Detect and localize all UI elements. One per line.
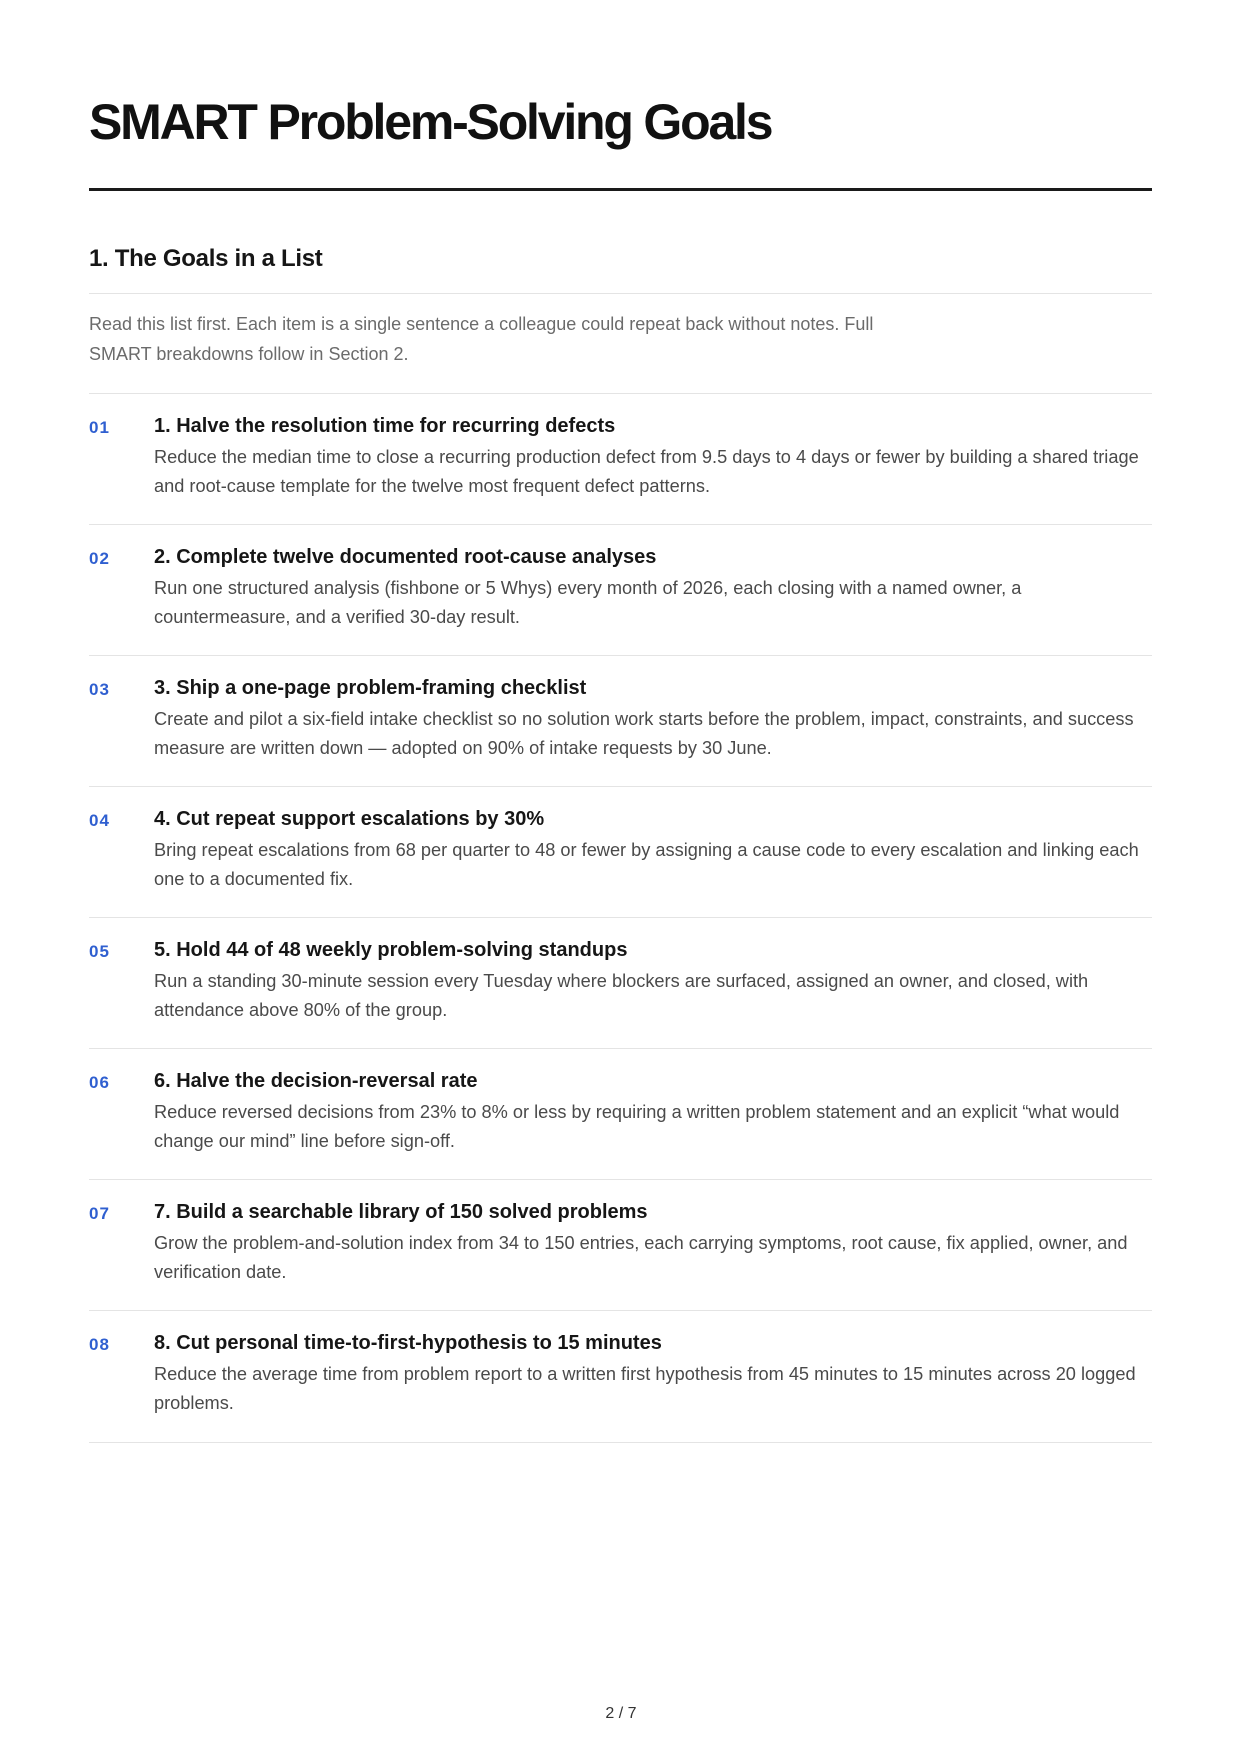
goal-title: 3. Ship a one-page problem-framing checklist (154, 677, 587, 699)
goal-description: Run one structured analysis (fishbone or 5 Whys) every month of 2026, each closing with a named owner, a countermeasure, and a verified 30-day result. (154, 578, 1022, 627)
section-intro: Read this list first. Each item is a single sentence a colleague could repeat back without notes. Full SMART breakdowns follow in Section 2. (89, 314, 874, 364)
goal-description: Reduce reversed decisions from 23% to 8% or less by requiring a written problem statement and an explicit “what would change our mind” line before sign-off. (154, 1102, 1120, 1151)
goal-list (89, 393, 1152, 1443)
goal-body (154, 543, 1154, 632)
section-heading: 1. The Goals in a List (89, 245, 323, 272)
goal-title: 5. Hold 44 of 48 weekly problem-solving standups (154, 939, 628, 961)
goal-number: 06 (89, 1073, 110, 1092)
goal-item (89, 1179, 1152, 1310)
title-divider (89, 188, 1152, 191)
goal-number: 04 (89, 811, 110, 830)
goal-body (154, 1329, 1154, 1418)
goal-body (154, 1198, 1154, 1287)
goal-number: 08 (89, 1335, 110, 1354)
goal-title: 7. Build a searchable library of 150 solved problems (154, 1201, 648, 1223)
goal-title: 8. Cut personal time-to-first-hypothesis to 15 minutes (154, 1332, 662, 1354)
goal-number: 05 (89, 942, 110, 961)
goal-title: 1. Halve the resolution time for recurring defects (154, 415, 616, 437)
document-title: SMART Problem-Solving Goals (89, 94, 772, 150)
goal-title: 4. Cut repeat support escalations by 30% (154, 808, 545, 830)
goal-description: Reduce the average time from problem report to a written first hypothesis from 45 minutes to 15 minutes across 20 logged problems. (154, 1364, 1136, 1413)
page-number: 2 / 7 (605, 1705, 637, 1722)
section-divider (89, 293, 1152, 294)
goal-description: Create and pilot a six-field intake checklist so no solution work starts before the problem, impact, constraints, and success measure are written down — adopted on 90% of intake requests by 30 June. (154, 709, 1134, 758)
goal-item (89, 917, 1152, 1048)
goal-item (89, 1048, 1152, 1179)
goal-description: Grow the problem-and-solution index from 34 to 150 entries, each carrying symptoms, root cause, fix applied, owner, and verification date. (154, 1233, 1128, 1282)
goal-item (89, 1310, 1152, 1443)
goal-item (89, 393, 1152, 524)
goal-number: 02 (89, 549, 110, 568)
goal-number: 03 (89, 680, 110, 699)
goal-number: 07 (89, 1204, 110, 1223)
goal-item (89, 524, 1152, 655)
goal-body (154, 412, 1154, 501)
goal-item (89, 786, 1152, 917)
goal-number: 01 (89, 418, 110, 437)
goal-item (89, 655, 1152, 786)
goal-body (154, 1067, 1154, 1156)
goal-title: 6. Halve the decision-reversal rate (154, 1070, 478, 1092)
goal-title: 2. Complete twelve documented root-cause analyses (154, 546, 657, 568)
goal-body (154, 936, 1154, 1025)
goal-body (154, 674, 1154, 763)
goal-description: Run a standing 30-minute session every Tuesday where blockers are surfaced, assigned an owner, and closed, with attendance above 80% of the group. (154, 971, 1089, 1020)
goal-body (154, 805, 1154, 894)
goal-description: Bring repeat escalations from 68 per quarter to 48 or fewer by assigning a cause code to every escalation and linking each one to a documented fix. (154, 840, 1139, 889)
goal-description: Reduce the median time to close a recurring production defect from 9.5 days to 4 days or fewer by building a shared triage and root-cause template for the twelve most frequent defect patterns. (154, 447, 1139, 496)
